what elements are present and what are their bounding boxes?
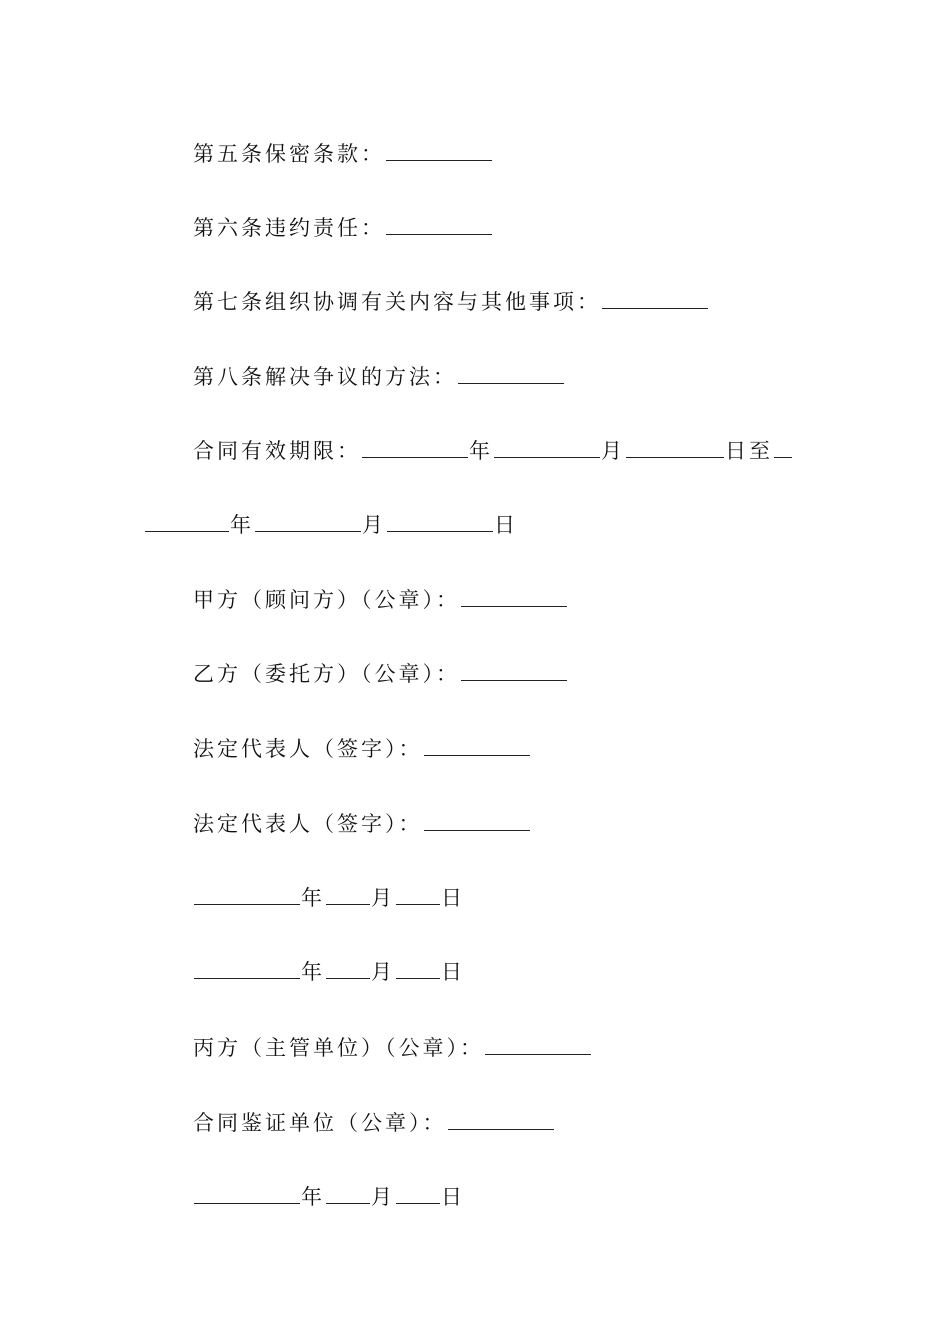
party-a-line — [193, 586, 568, 614]
validity-end-year-blank-part1[interactable] — [774, 438, 792, 458]
date-1-year-label: 年 — [301, 886, 325, 910]
article-5-label: 第五条保密条款： — [193, 142, 385, 166]
representative-2-blank[interactable] — [424, 811, 530, 831]
representative-1-line — [193, 735, 531, 763]
date-1-year-blank[interactable] — [194, 885, 300, 905]
validity-label: 合同有效期限： — [193, 439, 361, 463]
validity-day2-label: 日 — [494, 513, 518, 537]
validity-end-year-blank-part2[interactable] — [145, 512, 229, 532]
validity-month2-label: 月 — [362, 513, 386, 537]
representative-1-blank[interactable] — [424, 736, 530, 756]
date-1-day-blank[interactable] — [396, 885, 440, 905]
party-b-line — [193, 660, 568, 688]
article-6-blank[interactable] — [386, 215, 492, 235]
validity-end-day-blank[interactable] — [387, 512, 493, 532]
party-c-label: 丙方（主管单位）（公章）： — [193, 1036, 484, 1060]
validity-month-label: 月 — [601, 439, 625, 463]
validity-end-month-blank[interactable] — [255, 512, 361, 532]
date-1-month-label: 月 — [371, 886, 395, 910]
article-5-blank[interactable] — [386, 141, 492, 161]
party-c-line — [193, 1034, 592, 1062]
article-8-label: 第八条解决争议的方法： — [193, 365, 457, 389]
article-6-line — [193, 214, 493, 242]
article-7-line — [193, 288, 709, 316]
party-b-blank[interactable] — [461, 661, 567, 681]
date-2-year-blank[interactable] — [194, 959, 300, 979]
date-2-year-label: 年 — [301, 960, 325, 984]
validity-start-month-blank[interactable] — [494, 438, 600, 458]
article-7-label: 第七条组织协调有关内容与其他事项： — [193, 290, 601, 314]
date-1-line — [193, 884, 465, 912]
party-a-blank[interactable] — [461, 587, 567, 607]
notary-label: 合同鉴证单位（公章）： — [193, 1111, 447, 1135]
party-c-blank[interactable] — [485, 1035, 591, 1055]
article-6-label: 第六条违约责任： — [193, 216, 385, 240]
date-3-month-blank[interactable] — [326, 1184, 370, 1204]
date-2-day-label: 日 — [441, 960, 465, 984]
representative-2-label: 法定代表人（签字）： — [193, 812, 423, 836]
date-2-day-blank[interactable] — [396, 959, 440, 979]
representative-1-label: 法定代表人（签字）： — [193, 737, 423, 761]
date-1-month-blank[interactable] — [326, 885, 370, 905]
party-a-label: 甲方（顾问方）（公章）： — [193, 588, 460, 612]
validity-day-to-label: 日至 — [725, 439, 773, 463]
date-3-year-label: 年 — [301, 1185, 325, 1209]
date-2-line — [193, 958, 465, 986]
date-2-month-blank[interactable] — [326, 959, 370, 979]
notary-line — [193, 1109, 555, 1137]
article-5-line — [193, 140, 493, 168]
validity-start-day-blank[interactable] — [626, 438, 724, 458]
date-3-day-label: 日 — [441, 1185, 465, 1209]
validity-line — [193, 437, 793, 465]
date-1-day-label: 日 — [441, 886, 465, 910]
representative-2-line — [193, 810, 531, 838]
party-b-label: 乙方（委托方）（公章）： — [193, 662, 460, 686]
date-3-line — [193, 1183, 465, 1211]
notary-blank[interactable] — [448, 1110, 554, 1130]
validity-start-year-blank[interactable] — [362, 438, 468, 458]
article-8-blank[interactable] — [458, 364, 564, 384]
article-8-line — [193, 363, 565, 391]
validity-year2-label: 年 — [230, 513, 254, 537]
date-3-month-label: 月 — [371, 1185, 395, 1209]
validity-line-continued — [144, 511, 518, 539]
validity-year-label: 年 — [469, 439, 493, 463]
article-7-blank[interactable] — [602, 289, 708, 309]
date-2-month-label: 月 — [371, 960, 395, 984]
date-3-year-blank[interactable] — [194, 1184, 300, 1204]
date-3-day-blank[interactable] — [396, 1184, 440, 1204]
